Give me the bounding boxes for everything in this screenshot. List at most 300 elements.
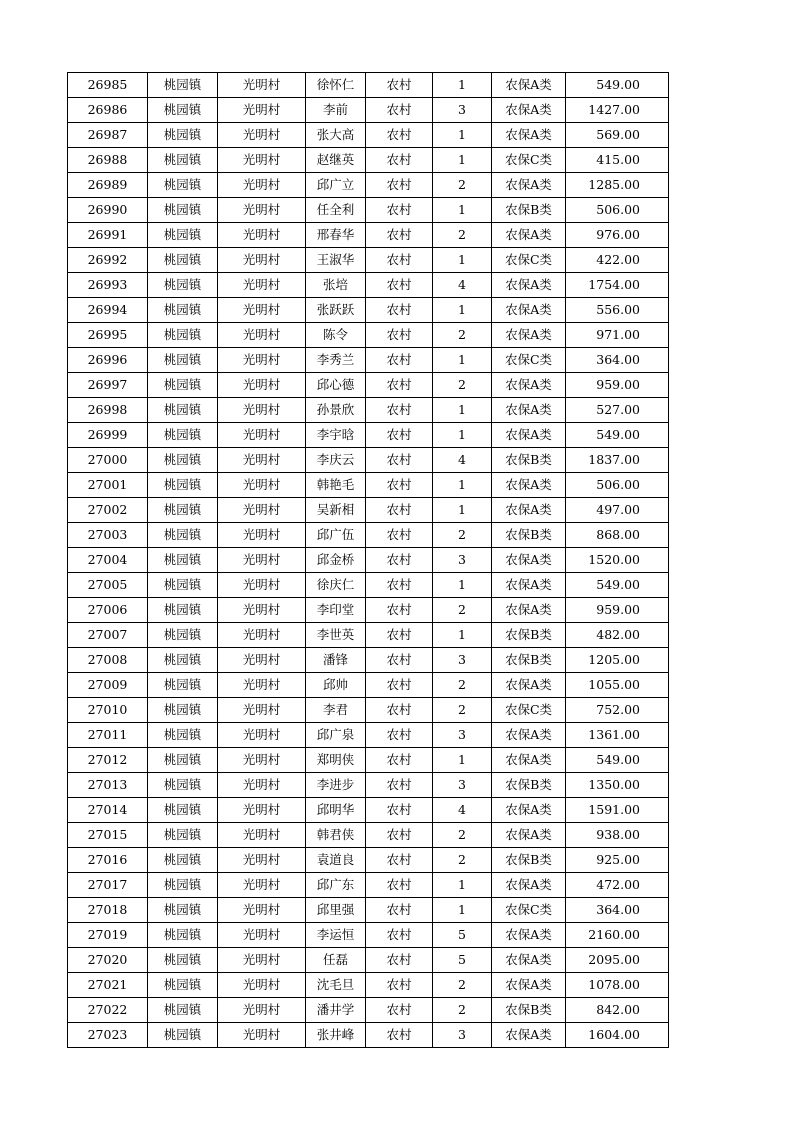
amount-cell: 842.00 (566, 998, 669, 1023)
insurance-class-cell: 农保C类 (492, 898, 566, 923)
area-type-cell: 农村 (366, 323, 433, 348)
name-cell: 李运恒 (306, 923, 366, 948)
amount-cell: 938.00 (566, 823, 669, 848)
serial-cell: 26985 (68, 73, 148, 98)
village-cell: 光明村 (218, 748, 306, 773)
village-cell: 光明村 (218, 523, 306, 548)
area-type-cell: 农村 (366, 773, 433, 798)
household-count-cell: 2 (433, 823, 492, 848)
name-cell: 邢春华 (306, 223, 366, 248)
household-count-cell: 2 (433, 173, 492, 198)
town-cell: 桃园镇 (148, 598, 218, 623)
insurance-class-cell: 农保A类 (492, 548, 566, 573)
table-row (68, 473, 669, 498)
insurance-class-cell: 农保A类 (492, 273, 566, 298)
area-type-cell: 农村 (366, 248, 433, 273)
amount-cell: 422.00 (566, 248, 669, 273)
table-row (68, 698, 669, 723)
table-row (68, 948, 669, 973)
name-cell: 李进步 (306, 773, 366, 798)
town-cell: 桃园镇 (148, 223, 218, 248)
table-row (68, 73, 669, 98)
amount-cell: 549.00 (566, 573, 669, 598)
amount-cell: 482.00 (566, 623, 669, 648)
insurance-class-cell: 农保A类 (492, 98, 566, 123)
household-count-cell: 1 (433, 348, 492, 373)
village-cell: 光明村 (218, 423, 306, 448)
household-count-cell: 1 (433, 573, 492, 598)
serial-cell: 26988 (68, 148, 148, 173)
insurance-class-cell: 农保A类 (492, 598, 566, 623)
area-type-cell: 农村 (366, 573, 433, 598)
amount-cell: 497.00 (566, 498, 669, 523)
village-cell: 光明村 (218, 698, 306, 723)
town-cell: 桃园镇 (148, 573, 218, 598)
insurance-class-cell: 农保A类 (492, 673, 566, 698)
amount-cell: 976.00 (566, 223, 669, 248)
table-row (68, 348, 669, 373)
serial-cell: 27003 (68, 523, 148, 548)
village-cell: 光明村 (218, 598, 306, 623)
name-cell: 邱心德 (306, 373, 366, 398)
serial-cell: 27017 (68, 873, 148, 898)
amount-cell: 364.00 (566, 898, 669, 923)
town-cell: 桃园镇 (148, 773, 218, 798)
table-row (68, 673, 669, 698)
name-cell: 李世英 (306, 623, 366, 648)
area-type-cell: 农村 (366, 98, 433, 123)
name-cell: 邱广伍 (306, 523, 366, 548)
name-cell: 袁道良 (306, 848, 366, 873)
household-count-cell: 2 (433, 223, 492, 248)
table-row (68, 523, 669, 548)
serial-cell: 27023 (68, 1023, 148, 1048)
table-row (68, 198, 669, 223)
town-cell: 桃园镇 (148, 723, 218, 748)
serial-cell: 26997 (68, 373, 148, 398)
serial-cell: 27012 (68, 748, 148, 773)
insurance-class-cell: 农保B类 (492, 523, 566, 548)
name-cell: 邱明华 (306, 798, 366, 823)
household-count-cell: 3 (433, 1023, 492, 1048)
name-cell: 李前 (306, 98, 366, 123)
name-cell: 邱里强 (306, 898, 366, 923)
village-cell: 光明村 (218, 973, 306, 998)
village-cell: 光明村 (218, 448, 306, 473)
insurance-class-cell: 农保C类 (492, 698, 566, 723)
household-count-cell: 3 (433, 773, 492, 798)
town-cell: 桃园镇 (148, 948, 218, 973)
town-cell: 桃园镇 (148, 423, 218, 448)
insurance-class-cell: 农保A类 (492, 823, 566, 848)
serial-cell: 27016 (68, 848, 148, 873)
table-row (68, 998, 669, 1023)
area-type-cell: 农村 (366, 348, 433, 373)
serial-cell: 27010 (68, 698, 148, 723)
area-type-cell: 农村 (366, 698, 433, 723)
household-count-cell: 1 (433, 123, 492, 148)
town-cell: 桃园镇 (148, 848, 218, 873)
area-type-cell: 农村 (366, 73, 433, 98)
village-cell: 光明村 (218, 498, 306, 523)
name-cell: 吴新相 (306, 498, 366, 523)
name-cell: 王淑华 (306, 248, 366, 273)
household-count-cell: 4 (433, 798, 492, 823)
table-row (68, 273, 669, 298)
town-cell: 桃园镇 (148, 798, 218, 823)
area-type-cell: 农村 (366, 273, 433, 298)
table-row (68, 498, 669, 523)
table-row (68, 248, 669, 273)
amount-cell: 364.00 (566, 348, 669, 373)
village-cell: 光明村 (218, 223, 306, 248)
town-cell: 桃园镇 (148, 148, 218, 173)
town-cell: 桃园镇 (148, 473, 218, 498)
area-type-cell: 农村 (366, 373, 433, 398)
area-type-cell: 农村 (366, 623, 433, 648)
amount-cell: 1361.00 (566, 723, 669, 748)
village-cell: 光明村 (218, 273, 306, 298)
household-count-cell: 3 (433, 98, 492, 123)
name-cell: 任磊 (306, 948, 366, 973)
village-cell: 光明村 (218, 298, 306, 323)
table-row (68, 298, 669, 323)
serial-cell: 26992 (68, 248, 148, 273)
town-cell: 桃园镇 (148, 973, 218, 998)
village-cell: 光明村 (218, 373, 306, 398)
area-type-cell: 农村 (366, 1023, 433, 1048)
amount-cell: 1055.00 (566, 673, 669, 698)
table-row (68, 723, 669, 748)
household-count-cell: 2 (433, 598, 492, 623)
household-count-cell: 2 (433, 373, 492, 398)
amount-cell: 2160.00 (566, 923, 669, 948)
name-cell: 潘井学 (306, 998, 366, 1023)
area-type-cell: 农村 (366, 973, 433, 998)
serial-cell: 27002 (68, 498, 148, 523)
village-cell: 光明村 (218, 98, 306, 123)
town-cell: 桃园镇 (148, 648, 218, 673)
serial-cell: 26989 (68, 173, 148, 198)
area-type-cell: 农村 (366, 198, 433, 223)
name-cell: 赵继英 (306, 148, 366, 173)
village-cell: 光明村 (218, 998, 306, 1023)
area-type-cell: 农村 (366, 148, 433, 173)
village-cell: 光明村 (218, 898, 306, 923)
household-count-cell: 3 (433, 548, 492, 573)
amount-cell: 971.00 (566, 323, 669, 348)
town-cell: 桃园镇 (148, 1023, 218, 1048)
household-count-cell: 2 (433, 673, 492, 698)
amount-cell: 2095.00 (566, 948, 669, 973)
town-cell: 桃园镇 (148, 673, 218, 698)
amount-cell: 549.00 (566, 748, 669, 773)
village-cell: 光明村 (218, 73, 306, 98)
village-cell: 光明村 (218, 923, 306, 948)
area-type-cell: 农村 (366, 673, 433, 698)
household-count-cell: 5 (433, 948, 492, 973)
name-cell: 郑明侠 (306, 748, 366, 773)
amount-cell: 1205.00 (566, 648, 669, 673)
serial-cell: 27021 (68, 973, 148, 998)
insurance-class-cell: 农保A类 (492, 498, 566, 523)
insurance-class-cell: 农保A类 (492, 798, 566, 823)
serial-cell: 27013 (68, 773, 148, 798)
name-cell: 孙景欣 (306, 398, 366, 423)
name-cell: 邱广立 (306, 173, 366, 198)
area-type-cell: 农村 (366, 448, 433, 473)
village-cell: 光明村 (218, 798, 306, 823)
serial-cell: 26996 (68, 348, 148, 373)
area-type-cell: 农村 (366, 173, 433, 198)
table-row (68, 973, 669, 998)
area-type-cell: 农村 (366, 873, 433, 898)
amount-cell: 1350.00 (566, 773, 669, 798)
serial-cell: 26987 (68, 123, 148, 148)
household-count-cell: 3 (433, 648, 492, 673)
insurance-class-cell: 农保B类 (492, 623, 566, 648)
village-cell: 光明村 (218, 348, 306, 373)
area-type-cell: 农村 (366, 648, 433, 673)
serial-cell: 26993 (68, 273, 148, 298)
village-cell: 光明村 (218, 623, 306, 648)
serial-cell: 27011 (68, 723, 148, 748)
serial-cell: 27022 (68, 998, 148, 1023)
village-cell: 光明村 (218, 848, 306, 873)
table-body (68, 73, 669, 1048)
amount-cell: 506.00 (566, 473, 669, 498)
insurance-class-cell: 农保C类 (492, 248, 566, 273)
amount-cell: 1754.00 (566, 273, 669, 298)
town-cell: 桃园镇 (148, 448, 218, 473)
area-type-cell: 农村 (366, 223, 433, 248)
amount-cell: 959.00 (566, 598, 669, 623)
table-row (68, 873, 669, 898)
amount-cell: 925.00 (566, 848, 669, 873)
insurance-class-cell: 农保A类 (492, 398, 566, 423)
insurance-class-cell: 农保A类 (492, 173, 566, 198)
name-cell: 张井峰 (306, 1023, 366, 1048)
name-cell: 韩君侠 (306, 823, 366, 848)
amount-cell: 1591.00 (566, 798, 669, 823)
amount-cell: 1285.00 (566, 173, 669, 198)
table-row (68, 148, 669, 173)
serial-cell: 26986 (68, 98, 148, 123)
insurance-class-cell: 农保B类 (492, 448, 566, 473)
town-cell: 桃园镇 (148, 548, 218, 573)
area-type-cell: 农村 (366, 848, 433, 873)
town-cell: 桃园镇 (148, 698, 218, 723)
table-row (68, 398, 669, 423)
amount-cell: 959.00 (566, 373, 669, 398)
household-count-cell: 1 (433, 873, 492, 898)
village-cell: 光明村 (218, 473, 306, 498)
area-type-cell: 农村 (366, 898, 433, 923)
amount-cell: 415.00 (566, 148, 669, 173)
table-row (68, 598, 669, 623)
area-type-cell: 农村 (366, 498, 433, 523)
table-row (68, 798, 669, 823)
town-cell: 桃园镇 (148, 273, 218, 298)
area-type-cell: 农村 (366, 398, 433, 423)
name-cell: 邱金桥 (306, 548, 366, 573)
village-cell: 光明村 (218, 573, 306, 598)
household-count-cell: 1 (433, 73, 492, 98)
area-type-cell: 农村 (366, 473, 433, 498)
area-type-cell: 农村 (366, 598, 433, 623)
town-cell: 桃园镇 (148, 248, 218, 273)
serial-cell: 27005 (68, 573, 148, 598)
area-type-cell: 农村 (366, 948, 433, 973)
name-cell: 张大高 (306, 123, 366, 148)
village-cell: 光明村 (218, 723, 306, 748)
name-cell: 韩艳毛 (306, 473, 366, 498)
household-count-cell: 4 (433, 448, 492, 473)
town-cell: 桃园镇 (148, 873, 218, 898)
town-cell: 桃园镇 (148, 523, 218, 548)
town-cell: 桃园镇 (148, 373, 218, 398)
name-cell: 潘锋 (306, 648, 366, 673)
area-type-cell: 农村 (366, 523, 433, 548)
insurance-class-cell: 农保A类 (492, 373, 566, 398)
area-type-cell: 农村 (366, 748, 433, 773)
serial-cell: 27006 (68, 598, 148, 623)
table-row (68, 98, 669, 123)
area-type-cell: 农村 (366, 423, 433, 448)
household-count-cell: 2 (433, 998, 492, 1023)
table-row (68, 573, 669, 598)
amount-cell: 549.00 (566, 73, 669, 98)
village-cell: 光明村 (218, 548, 306, 573)
serial-cell: 26998 (68, 398, 148, 423)
table-row (68, 123, 669, 148)
insurance-class-cell: 农保B类 (492, 998, 566, 1023)
insurance-class-cell: 农保A类 (492, 973, 566, 998)
town-cell: 桃园镇 (148, 748, 218, 773)
village-cell: 光明村 (218, 173, 306, 198)
insurance-class-cell: 农保A类 (492, 923, 566, 948)
serial-cell: 27004 (68, 548, 148, 573)
household-count-cell: 1 (433, 423, 492, 448)
amount-cell: 752.00 (566, 698, 669, 723)
household-count-cell: 1 (433, 748, 492, 773)
village-cell: 光明村 (218, 148, 306, 173)
name-cell: 沈毛旦 (306, 973, 366, 998)
amount-cell: 569.00 (566, 123, 669, 148)
table-row (68, 448, 669, 473)
household-count-cell: 1 (433, 473, 492, 498)
table-row (68, 748, 669, 773)
table-row (68, 648, 669, 673)
amount-cell: 1604.00 (566, 1023, 669, 1048)
name-cell: 徐庆仁 (306, 573, 366, 598)
household-count-cell: 2 (433, 973, 492, 998)
name-cell: 任全利 (306, 198, 366, 223)
table-row (68, 548, 669, 573)
table-row (68, 423, 669, 448)
amount-cell: 472.00 (566, 873, 669, 898)
name-cell: 李庆云 (306, 448, 366, 473)
household-count-cell: 5 (433, 923, 492, 948)
town-cell: 桃园镇 (148, 298, 218, 323)
name-cell: 李君 (306, 698, 366, 723)
household-count-cell: 1 (433, 198, 492, 223)
household-count-cell: 2 (433, 848, 492, 873)
amount-cell: 1837.00 (566, 448, 669, 473)
name-cell: 张培 (306, 273, 366, 298)
table-row (68, 823, 669, 848)
table-row (68, 923, 669, 948)
insurance-class-cell: 农保A类 (492, 873, 566, 898)
village-cell: 光明村 (218, 873, 306, 898)
serial-cell: 26990 (68, 198, 148, 223)
insurance-class-cell: 农保A类 (492, 423, 566, 448)
village-cell: 光明村 (218, 773, 306, 798)
town-cell: 桃园镇 (148, 73, 218, 98)
town-cell: 桃园镇 (148, 323, 218, 348)
table-row (68, 898, 669, 923)
village-cell: 光明村 (218, 673, 306, 698)
table-row (68, 223, 669, 248)
name-cell: 李宇晗 (306, 423, 366, 448)
insurance-class-cell: 农保A类 (492, 323, 566, 348)
area-type-cell: 农村 (366, 123, 433, 148)
area-type-cell: 农村 (366, 998, 433, 1023)
serial-cell: 26991 (68, 223, 148, 248)
serial-cell: 27018 (68, 898, 148, 923)
amount-cell: 1520.00 (566, 548, 669, 573)
town-cell: 桃园镇 (148, 923, 218, 948)
insurance-class-cell: 农保A类 (492, 73, 566, 98)
amount-cell: 506.00 (566, 198, 669, 223)
amount-cell: 1427.00 (566, 98, 669, 123)
serial-cell: 27000 (68, 448, 148, 473)
household-count-cell: 1 (433, 398, 492, 423)
serial-cell: 27020 (68, 948, 148, 973)
table-row (68, 323, 669, 348)
table-row (68, 623, 669, 648)
household-count-cell: 1 (433, 248, 492, 273)
serial-cell: 26995 (68, 323, 148, 348)
town-cell: 桃园镇 (148, 898, 218, 923)
table-row (68, 1023, 669, 1048)
area-type-cell: 农村 (366, 298, 433, 323)
insurance-class-cell: 农保A类 (492, 748, 566, 773)
area-type-cell: 农村 (366, 823, 433, 848)
insurance-class-cell: 农保C类 (492, 348, 566, 373)
village-cell: 光明村 (218, 948, 306, 973)
town-cell: 桃园镇 (148, 98, 218, 123)
serial-cell: 27007 (68, 623, 148, 648)
insurance-class-cell: 农保A类 (492, 573, 566, 598)
town-cell: 桃园镇 (148, 123, 218, 148)
serial-cell: 27014 (68, 798, 148, 823)
name-cell: 张跃跃 (306, 298, 366, 323)
town-cell: 桃园镇 (148, 348, 218, 373)
insurance-class-cell: 农保A类 (492, 1023, 566, 1048)
insurance-class-cell: 农保B类 (492, 198, 566, 223)
name-cell: 邱帅 (306, 673, 366, 698)
town-cell: 桃园镇 (148, 623, 218, 648)
serial-cell: 26994 (68, 298, 148, 323)
village-cell: 光明村 (218, 248, 306, 273)
village-cell: 光明村 (218, 648, 306, 673)
town-cell: 桃园镇 (148, 173, 218, 198)
village-cell: 光明村 (218, 123, 306, 148)
table-row (68, 373, 669, 398)
insurance-class-cell: 农保B类 (492, 773, 566, 798)
town-cell: 桃园镇 (148, 198, 218, 223)
